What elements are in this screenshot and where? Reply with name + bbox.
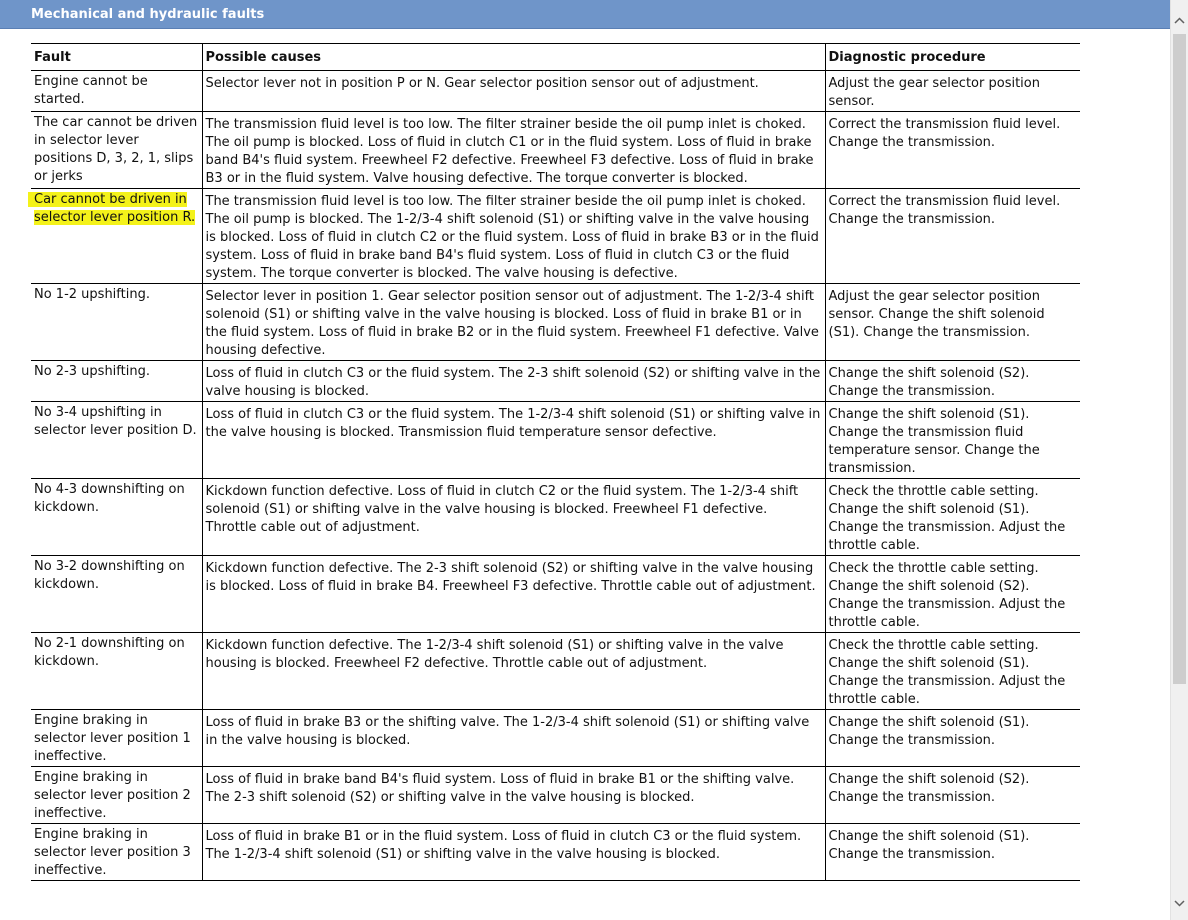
section-header	[0, 0, 1170, 29]
fault-text: The car cannot be driven in selector lever positions D, 3, 2, 1, slips or jerks	[34, 115, 198, 184]
fault-text: Engine cannot be started.	[34, 74, 148, 107]
causes-cell: Loss of fluid in clutch C3 or the fluid system. The 1-2/3-4 shift solenoid (S1) or shifting valve in the valve housing is blocked. Transmission fluid temperature sensor defective.	[202, 402, 825, 479]
fault-cell	[31, 824, 202, 881]
highlighted-fault-text: Car cannot be driven in selector lever position R.	[34, 192, 196, 225]
chevron-up-icon[interactable]	[1171, 12, 1188, 29]
procedure-cell: Adjust the gear selector position sensor.	[825, 71, 1080, 112]
fault-cell	[31, 556, 202, 633]
faults-table	[31, 43, 1080, 881]
procedure-cell: Change the shift solenoid (S2). Change the transmission.	[825, 767, 1080, 824]
table-row	[31, 284, 1080, 361]
fault-cell	[31, 361, 202, 402]
procedure-cell: Correct the transmission fluid level. Change the transmission.	[825, 189, 1080, 284]
fault-text: No 3-4 upshifting in selector lever position D.	[34, 405, 197, 438]
causes-cell: Loss of fluid in brake band B4's fluid system. Loss of fluid in brake B1 or the shifting valve. The 2-3 shift solenoid (S2) or shifting valve in the valve housing is blocked.	[202, 767, 825, 824]
table-row	[31, 71, 1080, 112]
procedure-cell: Check the throttle cable setting. Change the shift solenoid (S1). Change the transmission. Adjust the throttle cable.	[825, 479, 1080, 556]
fault-cell	[31, 710, 202, 767]
table-row	[31, 710, 1080, 767]
column-header-causes: Possible causes	[202, 44, 825, 71]
causes-cell: Kickdown function defective. The 1-2/3-4 shift solenoid (S1) or shifting valve in the valve housing is blocked. Freewheel F2 defective. Throttle cable out of adjustment.	[202, 633, 825, 710]
table-row	[31, 112, 1080, 189]
fault-text: No 1-2 upshifting.	[34, 287, 150, 302]
section-title: Mechanical and hydraulic faults	[31, 7, 265, 22]
fault-cell	[31, 633, 202, 710]
procedure-cell: Check the throttle cable setting. Change the shift solenoid (S1). Change the transmission. Adjust the throttle cable.	[825, 633, 1080, 710]
causes-cell: Selector lever not in position P or N. Gear selector position sensor out of adjustment.	[202, 71, 825, 112]
procedure-cell: Adjust the gear selector position sensor. Change the shift solenoid (S1). Change the transmission.	[825, 284, 1080, 361]
table-row	[31, 361, 1080, 402]
fault-text: No 4-3 downshifting on kickdown.	[34, 482, 185, 515]
causes-cell: The transmission fluid level is too low. The filter strainer beside the oil pump inlet is choked. The oil pump is blocked. The 1-2/3-4 shift solenoid (S1) or shifting valve in the valve housing is blocked. Loss of fluid in clutch C2 or the fluid system. Loss of fluid in brake B3 or in the fluid system. Loss of fluid in brake band B4's fluid system. Loss of fluid in clutch C3 or the fluid system. The torque converter is blocked. The valve housing is defective.	[202, 189, 825, 284]
chevron-down-icon[interactable]	[1171, 895, 1188, 912]
table-row	[31, 189, 1080, 284]
table-row	[31, 767, 1080, 824]
column-header-procedure: Diagnostic procedure	[825, 44, 1080, 71]
table-row	[31, 633, 1080, 710]
scrollbar-thumb[interactable]	[1173, 34, 1186, 684]
procedure-cell: Change the shift solenoid (S1). Change the transmission.	[825, 824, 1080, 881]
procedure-cell: Correct the transmission fluid level. Change the transmission.	[825, 112, 1080, 189]
causes-cell: The transmission fluid level is too low. The filter strainer beside the oil pump inlet is choked. The oil pump is blocked. Loss of fluid in clutch C1 or in the fluid system. Loss of fluid in brake band B4's fluid system. Freewheel F2 defective. Freewheel F3 defective. Loss of fluid in brake B3 or in the fluid system. Valve housing defective. The torque converter is blocked.	[202, 112, 825, 189]
fault-cell	[31, 402, 202, 479]
vertical-scrollbar[interactable]	[1170, 0, 1188, 920]
fault-cell	[31, 71, 202, 112]
section-content	[0, 29, 1170, 920]
procedure-cell: Check the throttle cable setting. Change the shift solenoid (S2). Change the transmission. Adjust the throttle cable.	[825, 556, 1080, 633]
fault-text: No 2-3 upshifting.	[34, 364, 150, 379]
table-row	[31, 824, 1080, 881]
fault-text: No 2-1 downshifting on kickdown.	[34, 636, 185, 669]
causes-cell: Selector lever in position 1. Gear selector position sensor out of adjustment. The 1-2/3-4 shift solenoid (S1) or shifting valve in the valve housing is blocked. Loss of fluid in brake B1 or in the fluid system. Loss of fluid in brake B2 or in the fluid system. Freewheel F1 defective. Valve housing defective.	[202, 284, 825, 361]
procedure-cell: Change the shift solenoid (S1). Change the transmission fluid temperature sensor. Change the transmission.	[825, 402, 1080, 479]
fault-cell	[31, 112, 202, 189]
table-body	[31, 71, 1080, 881]
fault-text: Engine braking in selector lever position 3 ineffective.	[34, 827, 191, 878]
causes-cell: Loss of fluid in clutch C3 or the fluid system. The 2-3 shift solenoid (S2) or shifting valve in the valve housing is blocked.	[202, 361, 825, 402]
fault-cell	[31, 479, 202, 556]
table-row	[31, 556, 1080, 633]
table-row	[31, 479, 1080, 556]
causes-cell: Kickdown function defective. The 2-3 shift solenoid (S2) or shifting valve in the valve housing is blocked. Loss of fluid in brake B4. Freewheel F3 defective. Throttle cable out of adjustment.	[202, 556, 825, 633]
fault-cell	[31, 284, 202, 361]
causes-cell: Kickdown function defective. Loss of fluid in clutch C2 or the fluid system. The 1-2/3-4 shift solenoid (S1) or shifting valve in the valve housing is blocked. Freewheel F1 defective. Throttle cable out of adjustment.	[202, 479, 825, 556]
procedure-cell: Change the shift solenoid (S2). Change the transmission.	[825, 361, 1080, 402]
procedure-cell: Change the shift solenoid (S1). Change the transmission.	[825, 710, 1080, 767]
column-header-fault: Fault	[31, 44, 202, 71]
causes-cell: Loss of fluid in brake B3 or the shifting valve. The 1-2/3-4 shift solenoid (S1) or shifting valve in the valve housing is blocked.	[202, 710, 825, 767]
fault-text: No 3-2 downshifting on kickdown.	[34, 559, 185, 592]
causes-cell: Loss of fluid in brake B1 or in the fluid system. Loss of fluid in clutch C3 or the fluid system. The 1-2/3-4 shift solenoid (S1) or shifting valve in the valve housing is blocked.	[202, 824, 825, 881]
table-header-row	[31, 44, 1080, 71]
fault-cell	[31, 189, 202, 284]
fault-text: Engine braking in selector lever position 2 ineffective.	[34, 770, 191, 821]
fault-text: Engine braking in selector lever position 1 ineffective.	[34, 713, 191, 764]
table-row	[31, 402, 1080, 479]
fault-cell	[31, 767, 202, 824]
